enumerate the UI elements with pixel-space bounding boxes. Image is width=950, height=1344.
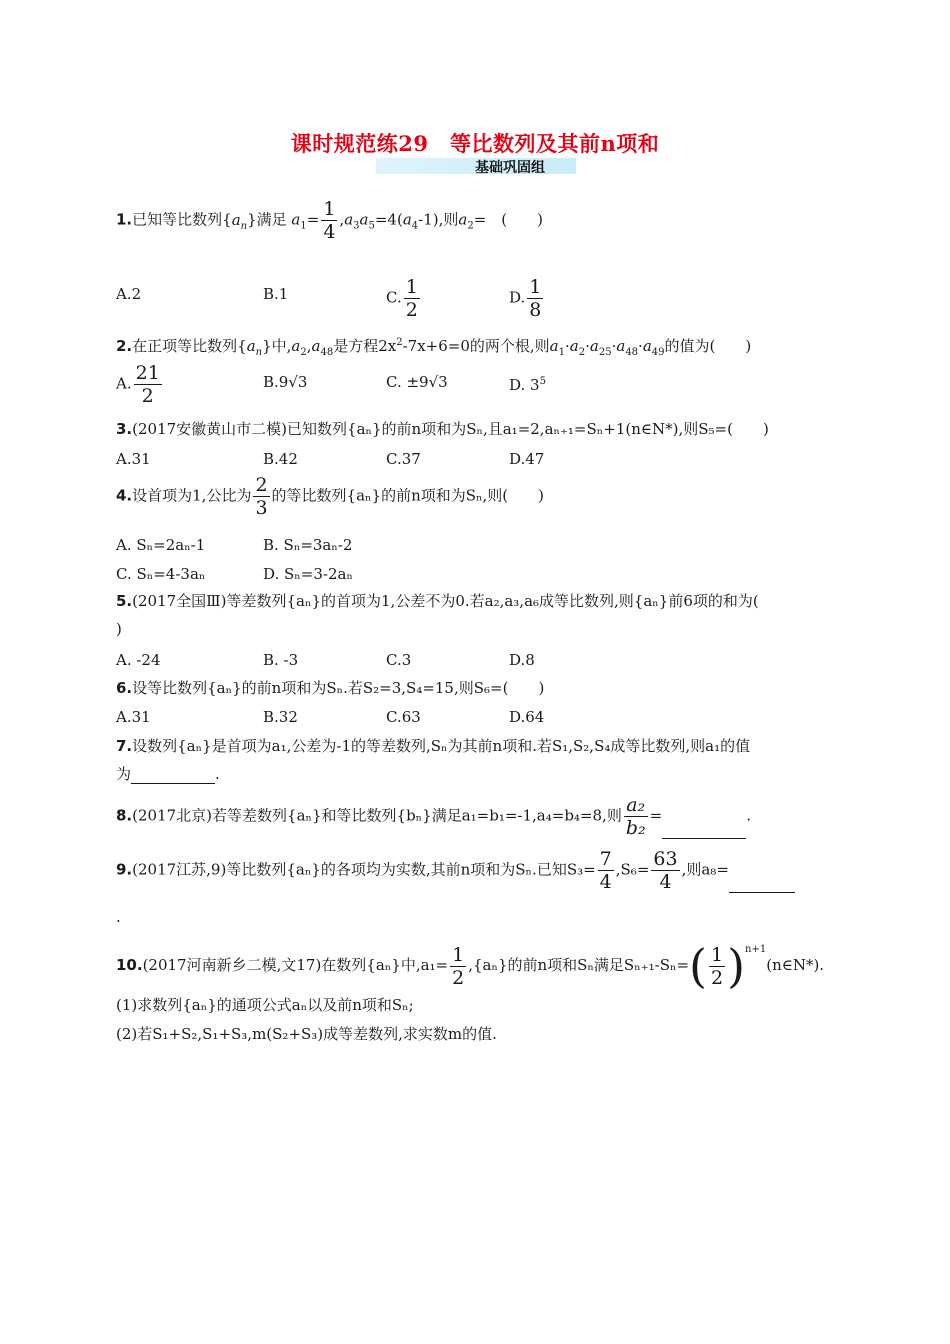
option-a: A. -24 [116, 651, 161, 669]
option-a: A. $\frac{21}{2}$ [116, 362, 160, 407]
option-c: C. $\frac{1}{2}$ [386, 276, 418, 321]
option-d: D.47 [509, 450, 545, 468]
option-b: B.9√3 [263, 373, 308, 391]
option-c: C.37 [386, 450, 421, 468]
answer-blank [662, 822, 746, 839]
question-10-part-1: (1)求数列{aₙ}的通项公式aₙ以及前n项和Sₙ; [116, 996, 414, 1014]
question-10: 10.(2017河南新乡二模,文17)在数列{aₙ}中,a₁= $\frac{1}{2}$ ,{aₙ}的前n项和Sₙ满足Sₙ₊₁-Sₙ=( $\frac{1}{2}$ )$^{n+1}$(n∈N*). [116, 939, 825, 993]
option-d: D.64 [509, 708, 545, 726]
option-b: B.32 [263, 708, 298, 726]
option-d: D. $3^5$ [509, 376, 546, 394]
question-9-end: . [116, 908, 121, 926]
question-1: 1.已知等比数列$\{a_n\}$满足 $a_1=$ $\frac{1}{4}$ $,a_3a_5=4(a_4-1)$,则$a_2=$ ( ) [116, 198, 543, 243]
answer-blank [729, 876, 795, 893]
section-subtitle: 基础巩固组 [475, 160, 545, 176]
question-number: 1. [116, 210, 133, 229]
option-b: B.1 [263, 285, 289, 303]
question-5-continued: ) [116, 620, 122, 638]
option-d: D. $\frac{1}{8}$ [509, 276, 542, 321]
answer-blank [131, 767, 215, 784]
option-d: D.8 [509, 651, 535, 669]
question-7: 7.设数列{aₙ}是首项为a₁,公差为-1的等差数列,Sₙ为其前n项和.若S₁,S₂,S₄成等比数列,则a₁的值 [116, 737, 751, 755]
option-c: C.3 [386, 651, 412, 669]
question-8: 8.(2017北京)若等差数列{aₙ}和等比数列{bₙ}满足a₁=b₁=-1,a₄=b₄=8,则 $\frac{\text{a₂}}{\text{b₂}}$ = . [116, 794, 751, 839]
question-5: 5.(2017全国Ⅲ)等差数列{aₙ}的首项为1,公差不为0.若a₂,a₃,a₆成等比数列,则{aₙ}前6项的和为( [116, 592, 759, 610]
question-3: 3.(2017安徽黄山市二模)已知数列{aₙ}的前n项和为Sₙ,且a₁=2,aₙ₊₁=Sₙ+1(n∈N*),则S₅=( ) [116, 420, 769, 438]
fraction: $\frac{1}{4}$ [323, 198, 336, 243]
question-9: 9.(2017江苏,9)等比数列{aₙ}的各项均为实数,其前n项和为Sₙ.已知S₃= $\frac{7}{4}$ ,S₆= $\frac{63}{4}$ ,则a₈= [116, 848, 795, 893]
question-10-part-2: (2)若S₁+S₂,S₁+S₃,m(S₂+S₃)成等差数列,求实数m的值. [116, 1025, 497, 1043]
question-4: 4.设首项为1,公比为 $\frac{2}{3}$ 的等比数列{aₙ}的前n项和为Sₙ,则( ) [116, 474, 544, 519]
option-c: C. Sₙ=4-3aₙ [116, 565, 206, 583]
page-title: 课时规范练29 等比数列及其前n项和 [290, 131, 660, 156]
option-c: C.63 [386, 708, 421, 726]
option-b: B. -3 [263, 651, 299, 669]
option-a: A.2 [116, 285, 142, 303]
question-7-continued: 为 . [116, 765, 220, 783]
option-d: D. Sₙ=3-2aₙ [263, 565, 353, 583]
option-a: A. Sₙ=2aₙ-1 [116, 536, 206, 554]
question-2: 2.在正项等比数列$\{a_n\}$中$,a_2,a_{48}$是方程$2x^2-7x+6=0$的两个根,则$a_1\cdot a_2\cdot a_{25}\cdot a_{48}\cdot a_{49}$的值为( ) [116, 337, 752, 358]
option-b: B. Sₙ=3aₙ-2 [263, 536, 353, 554]
option-b: B.42 [263, 450, 298, 468]
option-c: C. ±9√3 [386, 373, 448, 391]
option-a: A.31 [116, 450, 151, 468]
option-a: A.31 [116, 708, 151, 726]
question-6: 6.设等比数列{aₙ}的前n项和为Sₙ.若S₂=3,S₄=15,则S₆=( ) [116, 679, 545, 697]
